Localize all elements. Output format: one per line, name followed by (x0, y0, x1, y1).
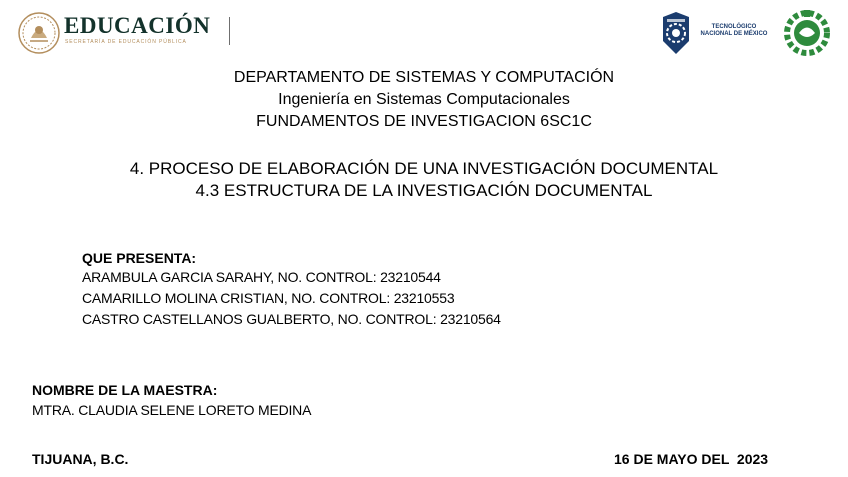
date-text: 16 DE MAYO DEL 2023 (614, 451, 769, 467)
course-title: FUNDAMENTOS DE INVESTIGACION 6SC1C (256, 113, 592, 130)
tecnm-wordmark (696, 24, 772, 38)
teacher-label: NOMBRE DE LA MAESTRA: (32, 382, 218, 398)
presenters-label: QUE PRESENTA: (82, 250, 197, 266)
campus-gear-logo (782, 8, 832, 56)
presenter-line: ARAMBULA GARCIA SARAHY, NO. CONTROL: 23210544 (82, 269, 441, 285)
header-divider (229, 17, 230, 45)
tecnm-logo-icon (659, 11, 693, 55)
subtopic-heading: 4.3 ESTRUCTURA DE LA INVESTIGACIÓN DOCUMENTAL (195, 181, 653, 200)
sep-wordmark: EDUCACIÓN (64, 13, 211, 38)
teacher-name: MTRA. CLAUDIA SELENE LORETO MEDINA (32, 402, 312, 418)
sep-seal-logo (18, 12, 60, 54)
topic-heading: 4. PROCESO DE ELABORACIÓN DE UNA INVESTIGACIÓN DOCUMENTAL (129, 159, 719, 178)
sep-subtitle: SECRETARÍA DE EDUCACIÓN PÚBLICA (65, 39, 187, 45)
place-text: TIJUANA, B.C. (32, 451, 129, 467)
tecnm-line-1: TECNOLÓGICO (711, 24, 757, 30)
presenter-line: CAMARILLO MOLINA CRISTIAN, NO. CONTROL: 23210553 (82, 290, 455, 306)
department-title: DEPARTAMENTO DE SISTEMAS Y COMPUTACIÓN (233, 69, 615, 86)
career-title: Ingeniería en Sistemas Computacionales (278, 91, 570, 108)
tecnm-line-2: NACIONAL DE MÉXICO (700, 31, 768, 37)
presenter-line: CASTRO CASTELLANOS GUALBERTO, NO. CONTROL: 23210564 (82, 311, 501, 327)
